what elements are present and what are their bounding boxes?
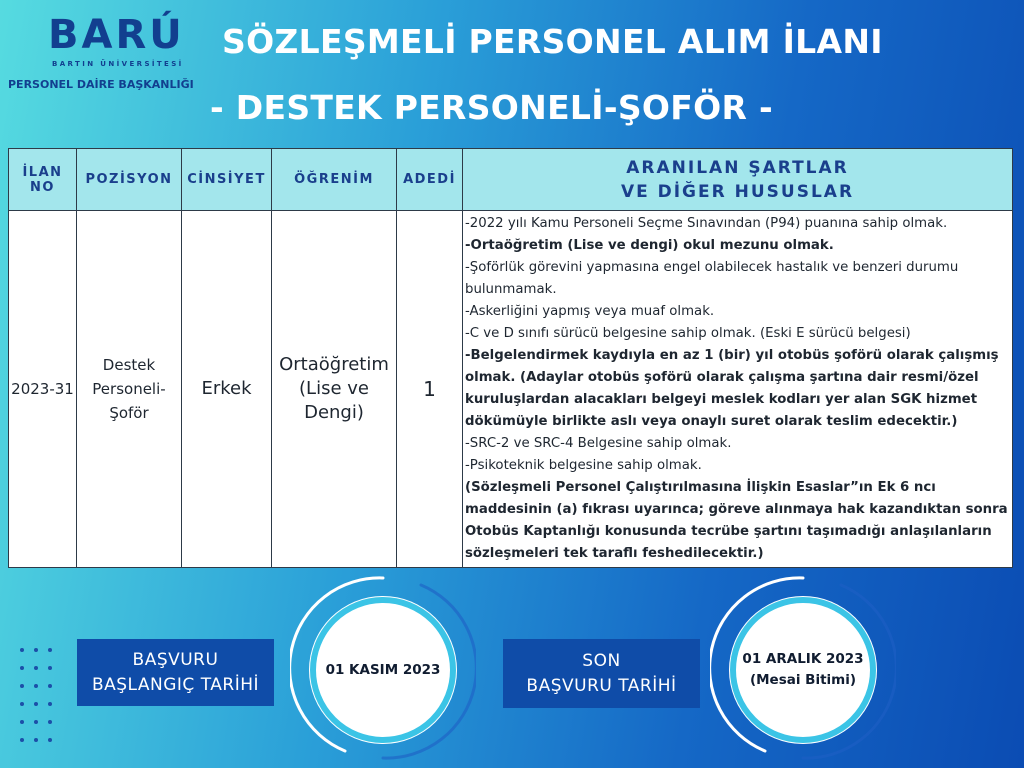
end-date-label bbox=[503, 639, 700, 708]
cell-requirements bbox=[463, 211, 1013, 568]
cell-ogrenim bbox=[272, 211, 397, 568]
requirement-item: -Psikoteknik belgesine sahip olmak. bbox=[465, 458, 702, 473]
announcement-table bbox=[8, 148, 1013, 568]
university-logo bbox=[8, 8, 223, 94]
header-ilan-no bbox=[9, 149, 77, 211]
requirement-item: -Şoförlük görevini yapmasına engel olabilecek hastalık ve benzeri durumu bulunmamak. bbox=[465, 260, 959, 297]
end-label-line1: SON bbox=[582, 650, 621, 671]
header-pozisyon: POZİSYON bbox=[77, 149, 182, 211]
header-requirements-line1: ARANILAN ŞARTLAR bbox=[626, 157, 849, 178]
requirement-item: -Askerliğini yapmış veya muaf olmak. bbox=[465, 304, 715, 319]
table-header-row bbox=[9, 149, 1013, 211]
pozisyon-line1: Destek bbox=[102, 356, 156, 374]
end-date-block bbox=[725, 630, 881, 710]
start-date-label bbox=[77, 639, 274, 706]
ogrenim-line1: Ortaöğretim bbox=[279, 354, 389, 375]
logo-subtitle: BARTIN ÜNİVERSİTESİ bbox=[52, 60, 184, 68]
requirement-item: -C ve D sınıfı sürücü belgesine sahip olmak. (Eski E sürücü belgesi) bbox=[465, 326, 911, 341]
header-requirements-line2: VE DİĞER HUSUSLAR bbox=[620, 181, 855, 202]
department-name: PERSONEL DAİRE BAŞKANLIĞI bbox=[8, 78, 194, 91]
cell-cinsiyet: Erkek bbox=[182, 211, 272, 568]
header-requirements bbox=[463, 149, 1013, 211]
start-label-line1: BAŞVURU bbox=[132, 649, 219, 670]
requirement-item: -Ortaöğretim (Lise ve dengi) okul mezunu olmak. bbox=[465, 238, 834, 253]
logo-wordmark: BARÚ bbox=[48, 12, 185, 58]
requirement-note: (Sözleşmeli Personel Çalıştırılmasına İlişkin Esaslar”ın Ek 6 ncı maddesinin (a) fıkrası uyarınca; göreve alınmaya hak kazandıktan sonra Otobüs Kaptanlığı konusunda tecrübe şartını taşımadığı anlaşılanların sözleşmeleri tek taraflı feshedilecektir.) bbox=[465, 480, 1008, 561]
pozisyon-line2: Personeli- bbox=[92, 380, 166, 398]
header-cinsiyet: CİNSİYET bbox=[182, 149, 272, 211]
ogrenim-line3: Dengi) bbox=[304, 402, 364, 423]
header-ilan-no-line1: İLAN bbox=[22, 164, 63, 180]
cell-adedi: 1 bbox=[397, 211, 463, 568]
table-row bbox=[9, 211, 1013, 568]
decorative-dots bbox=[20, 648, 60, 748]
pozisyon-line3: Şoför bbox=[109, 404, 149, 422]
cell-ilan-no: 2023-31 bbox=[9, 211, 77, 568]
end-date-note: (Mesai Bitimi) bbox=[749, 672, 857, 688]
header-adedi: ADEDİ bbox=[397, 149, 463, 211]
requirement-item: -Belgelendirmek kaydıyla en az 1 (bir) yıl otobüs şoförü olarak çalışmış olmak. (Adaylar otobüs şoförü olarak çalışma şartına dair resmi/özel kuruluşlardan alacakları belgeyi meslek kodları yer alan SGK hizmet dökümüyle birlikte aslı veya onaylı suret olarak teslim edecektir.) bbox=[465, 348, 999, 429]
ogrenim-line2: (Lise ve bbox=[299, 378, 369, 399]
requirement-item: -SRC-2 ve SRC-4 Belgesine sahip olmak. bbox=[465, 436, 732, 451]
end-date-value: 01 ARALIK 2023 bbox=[742, 651, 864, 667]
header-ogrenim: ÖĞRENİM bbox=[272, 149, 397, 211]
page-title: SÖZLEŞMELİ PERSONEL ALIM İLANI bbox=[222, 22, 883, 61]
start-label-line2: BAŞLANGIÇ TARİHİ bbox=[91, 674, 260, 695]
header-ilan-no-line2: NO bbox=[30, 179, 55, 195]
cell-pozisyon bbox=[77, 211, 182, 568]
end-label-line2: BAŞVURU TARİHİ bbox=[526, 675, 677, 696]
requirement-item: -2022 yılı Kamu Personeli Seçme Sınavından (P94) puanına sahip olmak. bbox=[465, 216, 948, 231]
page-subtitle: - DESTEK PERSONELİ-ŞOFÖR - bbox=[210, 88, 773, 127]
start-date-value: 01 KASIM 2023 bbox=[325, 662, 441, 678]
